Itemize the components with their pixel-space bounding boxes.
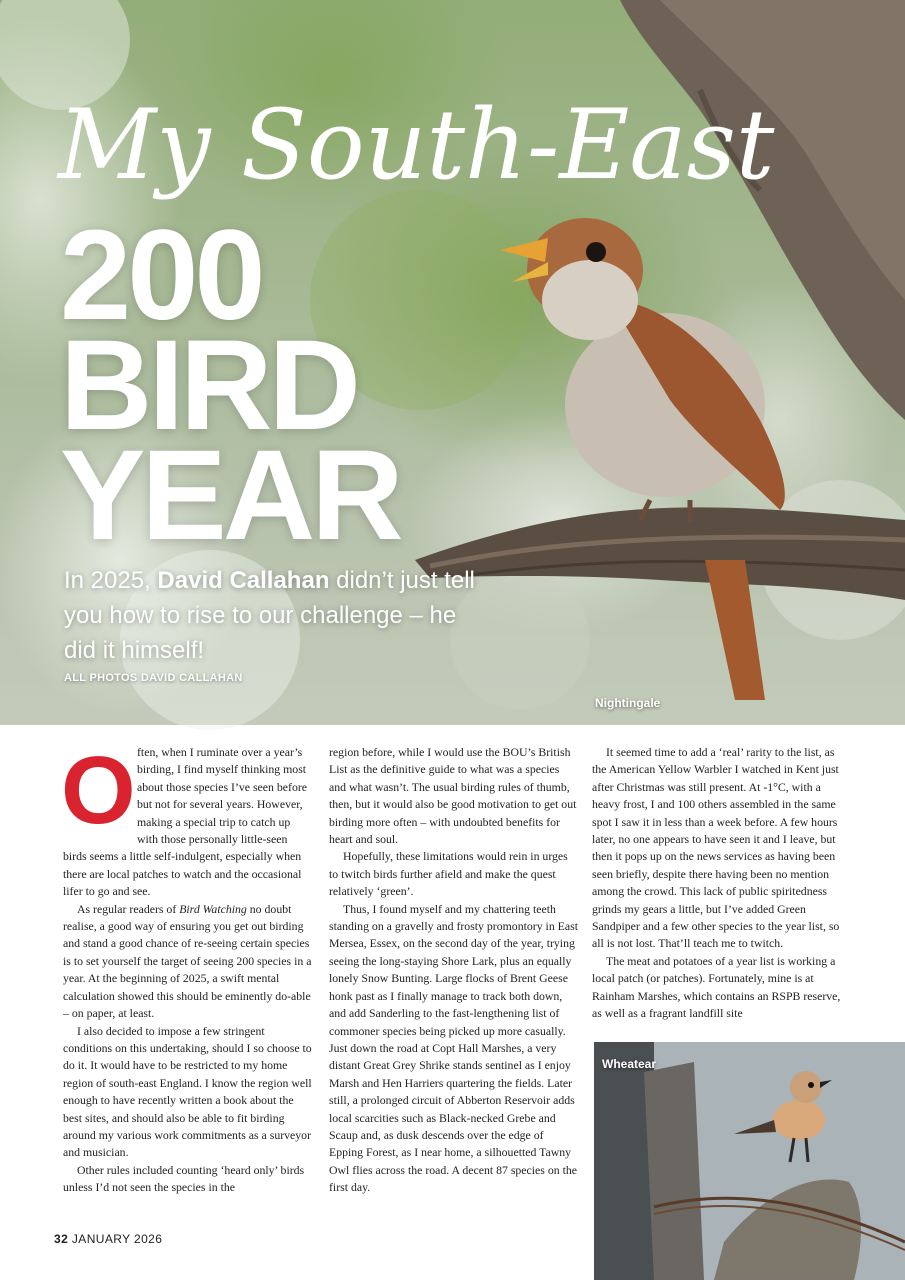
wheatear-scene bbox=[594, 1042, 905, 1280]
standfirst: In 2025, David Callahan didn’t just tell you how to rise to our challenge – he did it himself! bbox=[64, 567, 475, 664]
author-name: David Callahan bbox=[157, 567, 330, 594]
drop-cap: O bbox=[61, 737, 136, 844]
article-column-3 bbox=[592, 744, 842, 1023]
title-number: 200 bbox=[60, 204, 262, 347]
paragraph: It seemed time to add a ‘real’ rarity to the list, as the American Yellow Warbler I watched in Kent just after Christmas was still present. At -1°C, with a heavy frost, I and 100 others assembled in the same spot I saw it in less than a week before. A few hours later, no one appears to have seen it and I leave, but then it pops up on the news services as having been seen briefly, despite there having been no mention among the crowd. This lack of public spiritedness grinds my gears a little, but I’ve added Green Sandpiper and a few other species to the year list, so all is not lost. That’ll teach me to twitch. bbox=[592, 745, 840, 951]
title-word-year: YEAR bbox=[60, 424, 400, 567]
paragraph: region before, while I would use the BOU’s British List as the definitive guide to what was a species and what wasn’t. The usual birding rules of thumb, then, but it would also be good motivation to get out birding more often – with undoubted benefits for heart and soul. bbox=[329, 745, 577, 847]
page-number: 32 bbox=[54, 1232, 69, 1246]
paragraph: I also decided to impose a few stringent conditions on this undertaking, should I so choose to do it. It would have to be restricted to my home region of south-east England. I know the region well enough to have recently written a book about the best sites, and should also be able to fit birding around my various work commitments as a surveyor and musician. bbox=[63, 1023, 312, 1160]
article-column-1 bbox=[61, 737, 313, 1197]
paragraph: Hopefully, these limitations would rein in urges to twitch birds further afield and make the quest relatively ‘green’. bbox=[329, 849, 568, 899]
article-column-2 bbox=[329, 744, 579, 1197]
paragraph: ften, when I ruminate over a year’s birding, I find myself thinking most about those species I’ve seen before but not for several years. However, making a special trip to catch up with those personally little-seen birds seems a little self-indulgent, especially when there are local patches to watch and the occasional lifer to go and see. bbox=[63, 745, 308, 899]
magazine-title: Bird Watching bbox=[179, 901, 247, 916]
wheatear-photo bbox=[594, 1042, 905, 1280]
title-script bbox=[58, 70, 775, 210]
paragraph: The meat and potatoes of a year list is working a local patch (or patches). Fortunately, mine is at Rainham Marshes, which contains an RSPB reserve, as well as a fragrant landfill site bbox=[592, 953, 841, 1021]
paragraph: Other rules included counting ‘heard only’ birds unless I’d not seen the species in the bbox=[63, 1162, 305, 1195]
photo-credit: ALL PHOTOS DAVID CALLAHAN bbox=[64, 672, 243, 684]
photo-caption: Wheatear bbox=[602, 1057, 657, 1071]
title-word-bird: BIRD bbox=[60, 314, 357, 457]
paragraph: As regular readers of Bird Watching no doubt realise, a good way of ensuring you get out birding and stand a good chance of re-seeing certain species is to set yourself the target of seeing 200 species in a year. At the beginning of 2025, a swift mental calculation showed this should be eminently do-able – on paper, at least. bbox=[63, 901, 312, 1021]
paragraph: Thus, I found myself and my chattering teeth standing on a gravelly and frosty promontory in East Mersea, Essex, on the second day of the year, trying seeing the long-staying Shore Lark, plus an equally lonely Snow Bunting. Large flocks of Brent Geese honk past as I finally manage to track both down, and add Sanderling to the fast-lengthening list of commoner species being picked up more casually. Just down the road at Copt Hall Marshes, a very distant Great Grey Shrike stands sentinel as I enjoy Marsh and Hen Harriers quartering the fields. Later still, a prolonged circuit of Abberton Reservoir adds local scarcities such as Black-necked Grebe and Scaup and, as dusk descends over the edge of Epping Forest, as I near home, a silhouetted Tawny Owl flies across the road. A decent 87 species on the first day. bbox=[329, 901, 578, 1195]
svg-text:My South-East: My South-East bbox=[58, 89, 775, 201]
photo-caption: Nightingale bbox=[595, 696, 661, 710]
issue-date: JANUARY 2026 bbox=[71, 1232, 163, 1246]
page-folio bbox=[54, 1232, 162, 1246]
